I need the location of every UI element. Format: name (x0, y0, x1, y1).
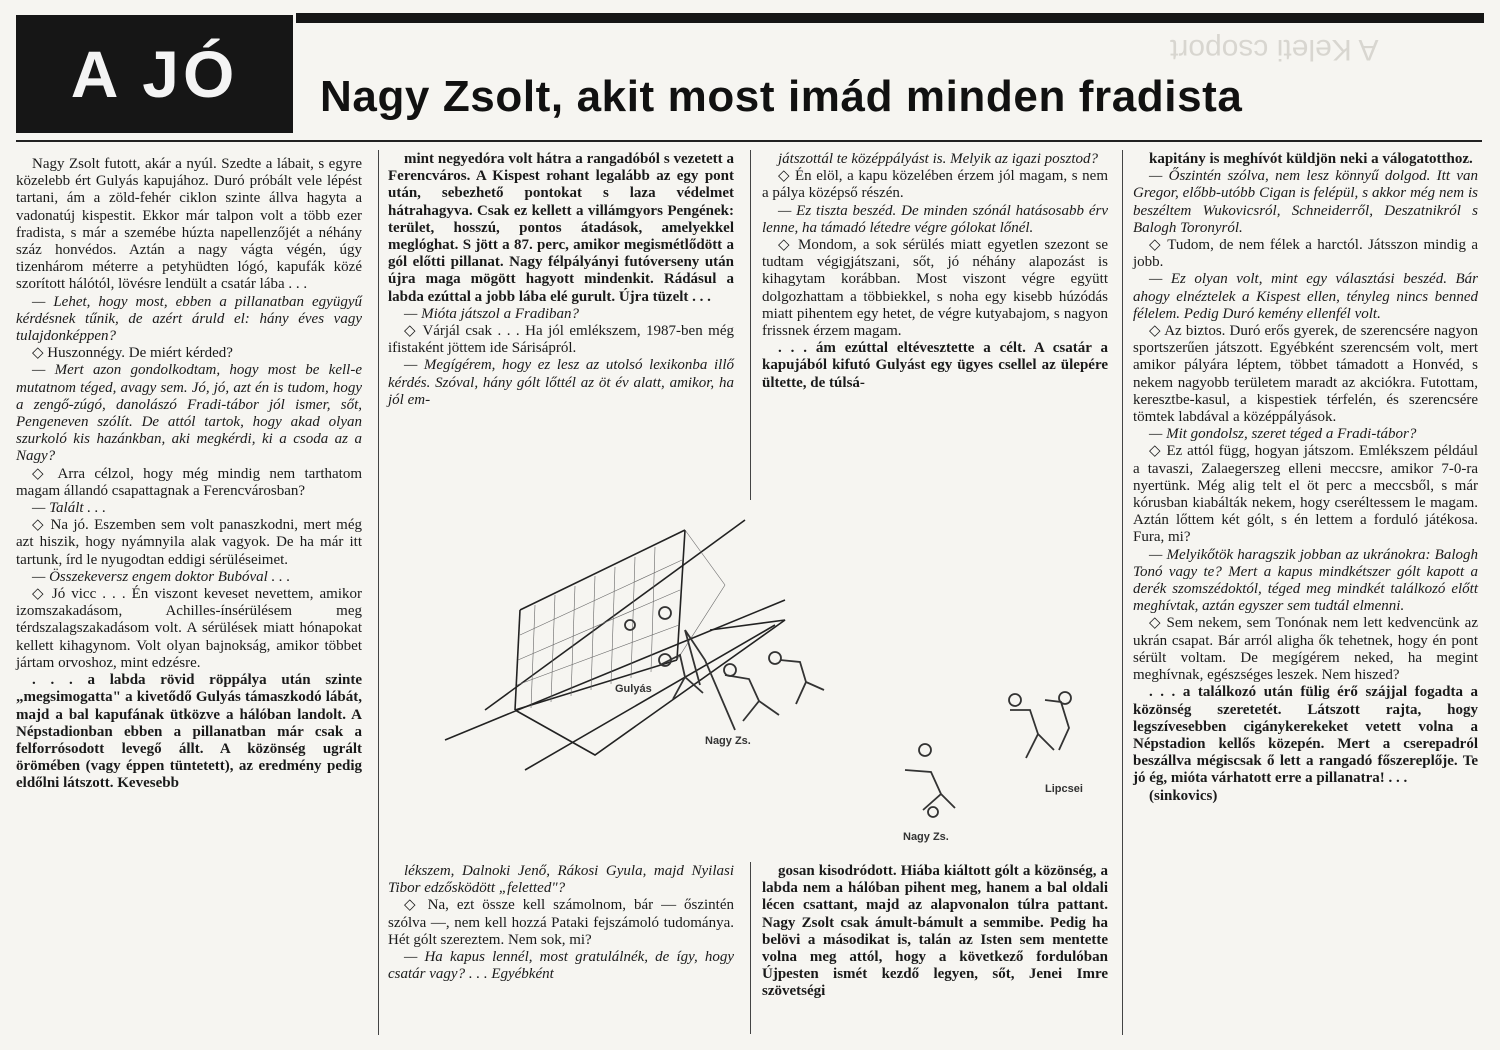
paragraph: — Mert azon gondolkodtam, hogy most be kell-e mutatnom téged, avagy sem. Jó, jó, azt én is tudom, hogy a zengő-zúgó, danolászó Fradi-tábor jól ismer, sőt, Pengeneven szólít. De attól tartok, hogy akad olyan szurkoló kis hazánkban, aki megkérdi, ki a csoda az a Nagy? (16, 362, 362, 465)
headline: Nagy Zsolt, akit most imád minden fradista (320, 72, 1243, 121)
paragraph: ◇ Az biztos. Duró erős gyerek, de szerencsére nagyon sportszerűen játszott. Egyébként szerencsém volt, mert amikor pályára léptem, többet támadott a Honvéd, s nekem nagyobb területem maradt az akciókra. Futottam, keresztbe-kasul, a kispestiek térfelén, és szerencsére tömtek labdával a középpályások. (1133, 323, 1478, 426)
paragraph: játszottál te középpályást is. Melyik az igazi posztod? (778, 151, 1098, 167)
article-column-3-top (762, 151, 1108, 392)
paragraph: ◇ Tudom, de nem félek a harctól. Játsszon mindig a jobb. (1133, 237, 1478, 271)
paragraph: — Ha kapus lennél, most gratulálnék, de így, hogy csatár vagy? . . . Egyébként (388, 949, 734, 983)
paragraph: mint negyedóra volt hátra a rangadóból s vezetett a Ferencváros. A Kispest rohant legalább az egy pont után, sebezhető pontokat s laza védelmet hátrahagyva. Csak ez kellett a villámgyors Pengének: terület, hosszú, pontos átadások, amelyekkel meglóghat. S jött a 87. perc, amikor megismétlődött a gól előtti pillanat. Nagy félpályányi futóverseny után újra maga mögött hagyott mindenkit. Rádásul a labda ezúttal a jobb lába elé gurult. Újra tüzelt . . . (388, 151, 734, 305)
article-column-2-bottom (388, 863, 734, 983)
goal-scene-illustration (385, 510, 1125, 860)
paragraph: ◇ Várjál csak . . . Ha jól emlékszem, 1987-ben még ifistaként jöttem ide Sárisápról. (388, 323, 734, 357)
article-column-2-top (388, 151, 734, 409)
paragraph: — Összekeversz engem doktor Bubóval . . . (32, 568, 291, 585)
paragraph: — Mióta játszol a Fradiban? (404, 305, 580, 322)
paragraph: ◇ Én elöl, a kapu közelében érzem jól magam, s nem a pálya középső részén. (762, 168, 1108, 202)
article-column-3-bottom (762, 863, 1108, 1001)
paragraph: ◇ Sem nekem, sem Tonónak nem lett kedvencünk az ukrán csapat. Bár arról aligha ők tehetnek, hogy én pont sérült voltam. De megígérem neked, ha megint meghívnak, egészséges leszek. Nem hiszed? (1133, 615, 1478, 684)
paragraph: ◇ Na jó. Eszemben sem volt panaszkodni, mert még azt hiszik, hogy nyámnyila alak vagyok. De ha már itt tartunk, írd le nyugodtan eddigi sérüléseimet. (16, 517, 362, 568)
paragraph: — Melyikőtök haragszik jobban az ukránokra: Balogh Tonó vagy te? Mert a kapus mindkétszer gólt kapott a derék szomszédoktól, téged meg mindkét találkozó előtt meghívtak, aztán egyszer sem tudtál elmenni. (1133, 546, 1478, 615)
paragraph: — Ez olyan volt, mint egy választási beszéd. Bár ahogy elnéztelek a Kispest ellen, tényleg nincs benned félelem. Pedig Duró kemény ellenfél volt. (1133, 271, 1478, 322)
paragraph: — Őszintén szólva, nem lesz könnyű dolgod. Itt van Gregor, előbb-utóbb Cigan is felépül, s akkor még nem is beszéltem Wukovicsról, Schneiderről, Deszatnikról s Balogh Toronyról. (1133, 168, 1478, 236)
paragraph: gosan kisodródott. Hiába kiáltott gólt a közönség, a labda nem a hálóban pihent meg, hanem a bal oldali lécen csattant, majd az alapvonalon túlra pattant. Nagy Zsolt csak ámult-bámult a semmibe. Pedig ha belövi a másodikat is, talán az Isten sem mentette volna meg attól, hogy a következő fordulóban Újpesten ismét kezdő legyen, sőt, Jenei Imre szövetségi (762, 863, 1108, 1000)
paragraph: — Ez tiszta beszéd. De minden szónál hatásosabb érv lenne, ha támadó létedre végre gólokat lőnél. (762, 202, 1108, 236)
paragraph: (sinkovics) (1149, 787, 1218, 804)
header-divider (16, 140, 1482, 142)
column-divider (750, 150, 751, 500)
article-column-4 (1133, 151, 1478, 805)
bleed-through-text: A Keleti csoport (1170, 33, 1379, 66)
header-rule (296, 13, 1484, 23)
label-lipcsei: Lipcsei (1045, 783, 1083, 795)
rubric-badge: A JÓ (16, 15, 293, 133)
column-divider (378, 150, 379, 1035)
paragraph: ◇ Huszonnégy. De miért kérded? (32, 345, 233, 362)
label-nagy-zs-2: Nagy Zs. (903, 831, 949, 843)
column-divider (750, 862, 751, 1034)
paragraph: ◇ Na, ezt össze kell számolnom, bár — őszintén szólva —, nem kell hozzá Pataki fejszámoló tudománya. Hét gólt szereztem. Nem sok, mi? (388, 897, 734, 948)
paragraph: ◇ Ez attól függ, hogyan játszom. Emlékszem például a tavaszi, Zalaegerszeg elleni meccsre, amikor 7-0-ra nyertünk. Még alig telt el öt perc a meccsből, s már kórusban kiabálták nekem, hogy cseréltessem le magam. Aztán lőttem két gólt, s én lettem a forduló játékosa. Fura, mi? (1133, 443, 1478, 546)
article-column-1 (16, 156, 362, 793)
paragraph: — Mit gondolsz, szeret téged a Fradi-tábor? (1149, 426, 1417, 443)
paragraph: . . . a találkozó után fülig érő szájjal fogadta a közönség szeretetét. Látszott rajta, hogy legszívesebben cigánykerekeket vetett volna a Népstadion kellős közepén. Mert a cserepadról beszállva mégiscsak ő lett a rangadó főszereplője. Te jó ég, mióta várhatott erre a pillanatra! . . . (1133, 684, 1478, 787)
paragraph: lékszem, Dalnoki Jenő, Rákosi Gyula, majd Nyilasi Tibor edzősködött „feletted"? (388, 863, 734, 897)
paragraph: . . . a labda rövid röppálya után szinte „megsimogatta" a kivetődő Gulyás támaszkodó lábát, majd a bal kapufának ütközve a hálóban landolt. A Népstadionban ebben a pillanatban már csak a felforrósodott levegő állt. A közönség ugrált örömében (vagy éppen tüntetett), az eredmény pedig eldőlni látszott. Kevesebb (16, 672, 362, 792)
paragraph: — Lehet, hogy most, ebben a pillanatban együgyű kérdésnek tűnik, de azért áruld el: hány éves vagy tulajdonképpen? (16, 293, 362, 345)
paragraph: ◇ Mondom, a sok sérülés miatt egyetlen szezont se tudtam végigjátszani, sőt, jó néhány alapozást is kihagytam korábban. Most viszont végre együtt dolgozhattam a többiekkel, s noha egy kisebb húzódás miatt pihentem egy hetet, de végre kutyabajom, s nagyon frissnek érzem magam. (762, 237, 1108, 340)
label-nagy-zs: Nagy Zs. (705, 735, 751, 747)
label-gulyas: Gulyás (615, 683, 652, 695)
paragraph: . . . ám ezúttal eltévesztette a célt. A csatár a kapujából kifutó Gulyást egy ügyes csellel az ülepére ültette, de túlsá- (762, 340, 1108, 391)
paragraph: Nagy Zsolt futott, akár a nyúl. Szedte a lábait, s egyre közelebb ért Gulyás kapujához. Duró próbált vele lépést tartani, ám a zöld-fehér ciklon szinte állva hagyta a vadonatúj kispestit. Ekkor már talpon volt a több ezer fradista, s már a szemébe húzta napellenzőjét a néhány száz honvédos. Aztán a nagy vágta végén, úgy tizenhárom méterre a petyhüdten lógó, kapufák közé szorított hálótól, lövésre lendült a csatár lába . . . (16, 156, 362, 293)
paragraph: — Megígérem, hogy ez lesz az utolsó lexikonba illő kérdés. Szóval, hány gólt lőttél az öt év alatt, amikor, ha jól em- (388, 357, 734, 408)
paragraph: kapitány is meghívót küldjön neki a válogatotthoz. (1149, 151, 1473, 167)
paragraph: ◇ Arra célzol, hogy még mindig nem tarthatom magam állandó csapattagnak a Ferencvárosban? (16, 465, 362, 499)
paragraph: ◇ Jó vicc . . . Én viszont keveset nevettem, amikor izomszakadásom, Achilles-ínsérülésem meg térdszalagszakadásom volt. A sérülések miatt hónapokat kellett kihagynom. Volt olyan bajnokság, amikor többet jártam orvoshoz, mint edzésre. (16, 586, 362, 671)
paragraph: — Talált . . . (32, 500, 107, 517)
